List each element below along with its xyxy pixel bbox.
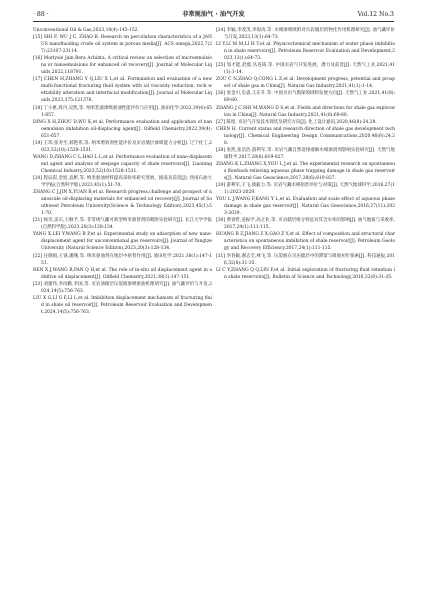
reference-entry: [20] 程辰彩,金旭,袁彬,等. 纳米驱油材料提高采收率研究进展、挑战及前景[J]. 西南石油大学学报(自然科学版),2023,45(1):51-70. [33,175,212,189]
reference-entry: [31] 李春颖,谢志全,林飞,等. 压裂液在页岩储层中的滞留与吸收初步探索[J]. 科技通报,2016,32(8):31-35. [216,253,395,266]
reference-entry: LI Y,LI M M,LI H T,et al. Physicochemical mechanism of water phase imbibition in shale reservoirs[J]. Petroleum Reservoir Evaluation and Development,2023,13(1):64-73. [216,42,395,62]
reference-entry: ZOU C N,ZHAO Q,CONG L Z,et al. Development progress, potential and prospect of shale gas in China[J]. Natural Gas Industry,2021,41(1):1-14. [216,77,395,90]
reference-entry: CHEN H. Current status and research direction of shale gas development technology[J]. Chemical Engineering Design Communications,2020,46(8):24,28. [216,126,395,146]
reference-entry: [19] 王玮,张寿至,郝艳伟,等. 纳米增效剂性能评价及页岩储层渗吸能力分析[J]. 辽宁化工,2023,52(10):1528-1531. [33,140,212,153]
reference-entry: [26] 张金川,史淼,王东升,等. 中国页岩气勘探领域和发展方向[J]. 天然气工业,2021,41(8):69-80. [216,91,395,104]
reference-entry: [28] 张凯,张浩浩,游利军,等. 页岩气藏自然返排液解水相渗润剂影响实验研究[J]. 天然气地球科学,2017,28(6):819-827. [216,147,395,160]
volume-issue: Vol.12 No.3 [357,11,394,18]
reference-entry: WANG D,ZHANG C L,HAO L L,et al. Performance evaluation of nano-displacement agent and analysis of seepage capacity of shale reservoirs[J]. Liaoning Chemical Industry,2023,52(10):1528-1531. [33,154,212,174]
reference-entry: YOU L J,WANG F,KANG Y L,et al. Evaluation and scale effect of aqueous phase damage in shale gas reservoir[J]. Natural Gas Geoscience,2016,27(11):2023-2029. [216,197,395,217]
reference-entry: [29] 游利军,王飞,康毅力,等. 页岩气藏水相损害评价与对策[J]. 天然气地球科学,2016,27(11):2023-2029. [216,183,395,196]
reference-entry: [21] 杨笑,雷庆,王桐予,等. 非常规气藏可新型纳米驱替剂的吸附实验研究[J]. 长江大学学报(自然科学版),2023,20(3):128-134. [33,218,212,231]
reference-entry: [18] 丁小惠,周丹,吴凯,等. 纳米乳液渗吸驱油性能评价与应用[J]. 油田化学,2022,39(4):651-657. [33,105,212,118]
reference-entry: REN X J,WANG R,PAN Q H,et al. The role of in-situ oil displacement agent in additive oil displacement[J]. Oilfield Chemistry,2021,38(1):147-151. [33,267,212,280]
reference-entry: LI C Y,ZHANG Q Q,LIN F,et al. Initial exploration of fracturing fluid retention in shale reservoirs[J]. Bulletin of Science and Technology,2016,32(8):31-35. [216,267,395,280]
reference-entry: [30] 黄睿哲,姜振学,高之业,等. 页岩储层组分特征对其含水率的影响[J]. 油气地质与采收率,2017,24(1):111-115. [216,218,395,231]
reference-entry: [17] CHEN H,ZHANG Y Q,LIU X L,et al. Formulation and evaluation of a new multi-functional fracturing fluid system with oil viscosity reduction, rock wettability alteration and interfacial modification[J]. Journal of Molecular Liquids,2023,375:121376. [33,77,212,104]
reference-entry: HUANG R Z,JIANG Z X,GAO Z Y,et al. Effect of composition and structural characteristics on spontaneous imbibition of shale reservoir[J]. Petroleum Geology and Recovery Efficiency,2017,24(1):111-115. [216,232,395,252]
reference-entry: [24] 李颖,李茂茂,李海涛,等. 水相渗吸吸附对页岩储层的物化作用机理研究[J]. 油气藏评价与开发,2023,13(1):64-73. [216,28,395,41]
header-rule [33,21,394,22]
references-column-left [33,27,212,316]
page-header [33,11,394,23]
reference-entry: [25] 邹才能,赵群,丛连铸,等. 中国页岩气开发进展、潜力及前景[J]. 天然气工业,2021,41(1):1-14. [216,63,395,76]
reference-entry: [27] 陈煜. 页岩气开发技术现状及研究方向[J]. 化工设计通讯,2020,46(8):24,28. [216,119,377,125]
reference-entry: ZHANG K L,ZHANG X,YOU L J,et al. The experimental research on spontaneous flowback relieving aqueous phase trapping damage in shale gas reservoirs[J]. Natural Gas Geoscience,2017,28(6):819-827. [216,161,395,181]
reference-entry: DING X H,ZHOU D,WU K,et al. Performance evaluation and application of nanoemulsion imbibition oil-displacing agent[J]. Oilfield Chemistry,2022,39(4):651-657. [33,119,212,139]
reference-entry: LIU X G,LI G F,LI L,et al. Imbibition displacement mechanism of fracturing fluid in shale oil reservoir[J]. Petroleum Reservoir Evaluation and Development,2024,14(5):756-763. [33,295,212,315]
references-column-right [216,27,395,281]
reference-entry: [23] 刘建伟,李闯勤,李国,等. 页岩油储层压裂液渗吸驱油机理研究[J]. 油气藏评价与开发,2024,14(5):756-763. [33,281,212,294]
journal-title: 非常规油气 · 油气开发 [182,11,245,18]
reference-entry: [15] SHI F, WU J C, ZHAO B. Research on percolation characteristics of a JANUS nanofluoding crude oil system in porous media[J]. ACS omega,2022,7(27):23107-23114. [33,35,212,55]
page-number: · 88 · [33,11,49,18]
reference-entry: ZHANG J C,SHI M,WANG D S,et al. Fields and directions for shale gas exploration in China[J]. Natural Gas Industry,2021,41(8):69-80. [216,105,395,118]
reference-entry: [22] 任晓娟,王睿,潘珊,等. 纳米驱油剂在地层中驱替作用[J]. 油田化学,2021,38(1):147-151. [33,253,212,266]
reference-entry: YANG X,LEI Y,WANG R P,et al. Experimental study on adsorption of new nano-displacement agent for unconventional gas reservoirs[J]. Journal of Yangtze University (Natural Science Edition),2023,20(3):128-134. [33,232,212,252]
reference-entry: [16] Marlysie Jain,Bera Achinta. A critical review on selection of microemulsions or nanoemulsions for enhanced oil recovery[J]. Journal of Molecular Liquids,2022,118791. [33,56,212,76]
reference-entry: Unconventional Oil & Gas,2023,10(4):145-152. [33,28,139,33]
reference-entry: ZHANG C J,JIN X,YUAN B,et al. Research progress,challenge and prospect of nanoscale oil-displacing materials for enhanced oil recovery[J]. Journal of Southwest Petroleum University(Science & Technology Edition),2023,45(1):51-70. [33,190,212,217]
